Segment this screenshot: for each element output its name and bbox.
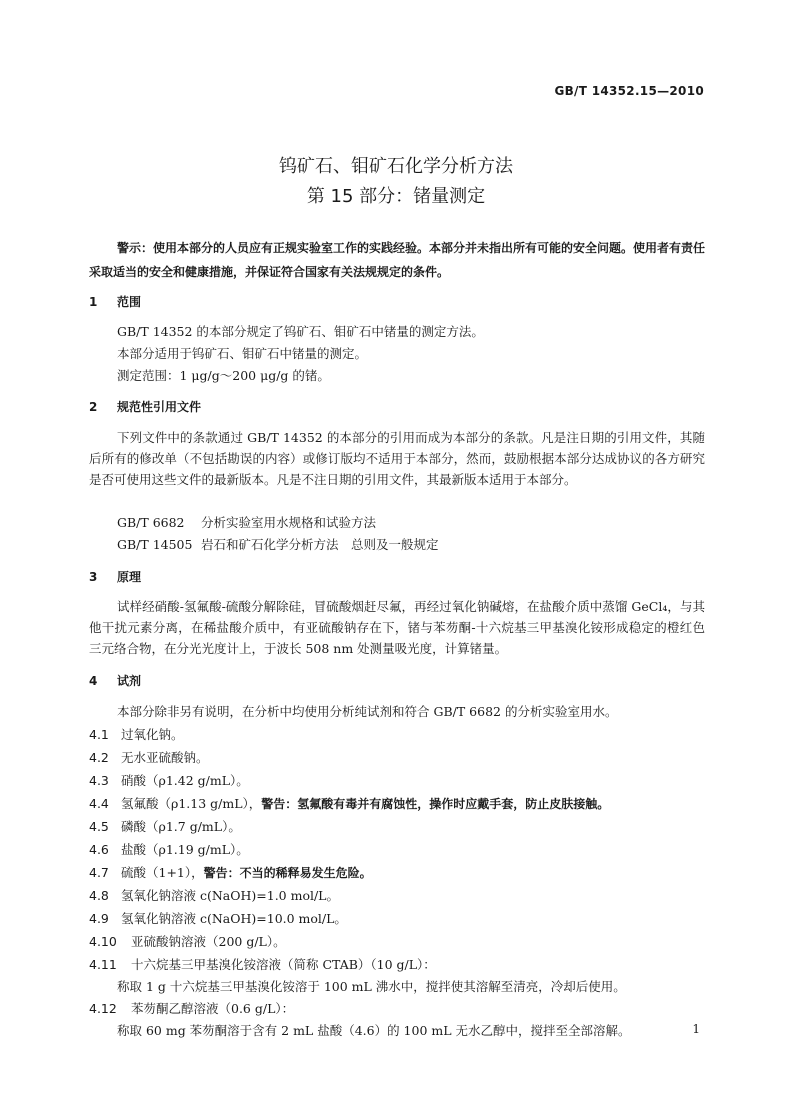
reagent-number: 4.7	[89, 865, 109, 880]
reagent-item	[89, 886, 339, 904]
safety-warning: 警示：使用本部分的人员应有正规实验室工作的实践经验。本部分并未指出所有可能的安全问题。使用者有责任采取适当的安全和健康措施，并保证符合国家有关法规规定的条件。	[89, 241, 706, 279]
reagent-item	[89, 863, 372, 881]
reference-item	[117, 513, 376, 531]
section-heading-reagents	[89, 672, 141, 689]
reference-title: 岩石和矿石化学分析方法 总则及一般规定	[201, 537, 439, 552]
reagent-number: 4.11	[89, 957, 117, 972]
section-heading-normative	[89, 398, 201, 415]
reagent-text: 无水亚硫酸钠。	[121, 750, 209, 765]
scope-line: GB/T 14352 的本部分规定了钨矿石、钼矿石中锗量的测定方法。	[117, 324, 484, 339]
standard-number: GB/T 14352.15—2010	[554, 84, 704, 98]
reagent-number: 4.3	[89, 773, 109, 788]
reagent-text: 亚硫酸钠溶液（200 g/L）。	[131, 934, 286, 949]
reagent-text: 氢氧化钠溶液 c(NaOH)=10.0 mol/L。	[121, 911, 347, 926]
section-heading-scope	[89, 293, 141, 310]
reagent-item	[89, 909, 347, 927]
reagent-text: 氢氟酸（ρ1.13 g/mL），	[121, 796, 262, 811]
reagent-text: 硫酸（1+1），	[121, 865, 204, 880]
reagent-item	[89, 794, 609, 812]
reagent-item	[89, 817, 241, 835]
reagent-item	[89, 771, 249, 789]
reagent-text: 十六烷基三甲基溴化铵溶液（简称 CTAB）（10 g/L）：	[131, 957, 436, 972]
document-subtitle: 第 15 部分：锗量测定	[306, 186, 486, 207]
scope-line: 测定范围：1 μg/g～200 μg/g 的锗。	[117, 368, 330, 383]
reagent-item	[89, 999, 294, 1017]
reagent-note: 称取 60 mg 苯芴酮溶于含有 2 mL 盐酸（4.6）的 100 mL 无水乙醇中，搅拌至全部溶解。	[117, 1023, 631, 1038]
reference-code: GB/T 14505	[117, 537, 193, 552]
reagent-text: 过氧化钠。	[121, 727, 184, 742]
reagent-number: 4.10	[89, 934, 117, 949]
reagents-intro: 本部分除非另有说明，在分析中均使用分析纯试剂和符合 GB/T 6682 的分析实验室用水。	[117, 704, 618, 719]
reagent-number: 4.9	[89, 911, 109, 926]
reagent-item	[89, 725, 184, 743]
reagent-text: 盐酸（ρ1.19 g/mL）。	[121, 842, 249, 857]
section-heading-principle	[89, 568, 141, 585]
reagent-number: 4.12	[89, 1001, 117, 1016]
section-number: 2	[89, 400, 98, 414]
normative-intro: 下列文件中的条款通过 GB/T 14352 的本部分的引用而成为本部分的条款。凡是注日期的引用文件，其随后所有的修改单（不包括勘误的内容）或修订版均不适用于本部分，然而，鼓励根据本部分达成协议的各方研究是否可使用这些文件的最新版本。凡是不注日期的引用文件，其最新版本适用于本部分。	[89, 430, 705, 487]
section-number: 4	[89, 674, 98, 688]
reagent-text: 氢氧化钠溶液 c(NaOH)=1.0 mol/L。	[121, 888, 339, 903]
reagent-text: 硝酸（ρ1.42 g/mL）。	[121, 773, 249, 788]
document-title: 钨矿石、钼矿石化学分析方法	[279, 156, 513, 177]
reagent-warning: 警告：不当的稀释易发生危险。	[203, 866, 372, 880]
reagent-note: 称取 1 g 十六烷基三甲基溴化铵溶于 100 mL 沸水中，搅拌使其溶解至清亮，冷却后使用。	[117, 979, 626, 994]
reagent-text: 磷酸（ρ1.7 g/mL）。	[121, 819, 241, 834]
reagent-item	[89, 748, 209, 766]
reference-code: GB/T 6682	[117, 515, 185, 530]
reagent-number: 4.8	[89, 888, 109, 903]
reference-item	[117, 535, 439, 553]
section-title: 范围	[117, 295, 142, 309]
scope-line: 本部分适用于钨矿石、钼矿石中锗量的测定。	[117, 346, 368, 361]
page-number: 1	[692, 1022, 700, 1036]
reagent-number: 4.5	[89, 819, 109, 834]
section-number: 3	[89, 570, 98, 584]
section-title: 原理	[117, 570, 142, 584]
reagent-item	[89, 840, 249, 858]
section-number: 1	[89, 295, 98, 309]
reagent-number: 4.2	[89, 750, 109, 765]
section-title: 试剂	[117, 674, 142, 688]
section-title: 规范性引用文件	[117, 400, 202, 414]
reagent-number: 4.1	[89, 727, 109, 742]
reagent-text: 苯芴酮乙醇溶液（0.6 g/L）：	[131, 1001, 295, 1016]
reagent-item	[89, 932, 286, 950]
reagent-item	[89, 955, 436, 973]
principle-text: 试样经硝酸-氢氟酸-硫酸分解除硅，冒硫酸烟赶尽氟，再经过氧化钠碱熔，在盐酸介质中蒸馏 GeCl₄，与其他干扰元素分离，在稀盐酸介质中，有亚硫酸钠存在下，锗与苯芴酮-十六烷基三甲基溴化铵形成稳定的橙红色三元络合物，在分光光度计上，于波长 508 nm 处测量吸光度，计算锗量。	[89, 599, 705, 656]
reference-title: 分析实验室用水规格和试验方法	[201, 515, 377, 530]
reagent-number: 4.6	[89, 842, 109, 857]
reagent-number: 4.4	[89, 796, 109, 811]
reagent-warning: 警告：氢氟酸有毒并有腐蚀性，操作时应戴手套，防止皮肤接触。	[261, 797, 610, 811]
